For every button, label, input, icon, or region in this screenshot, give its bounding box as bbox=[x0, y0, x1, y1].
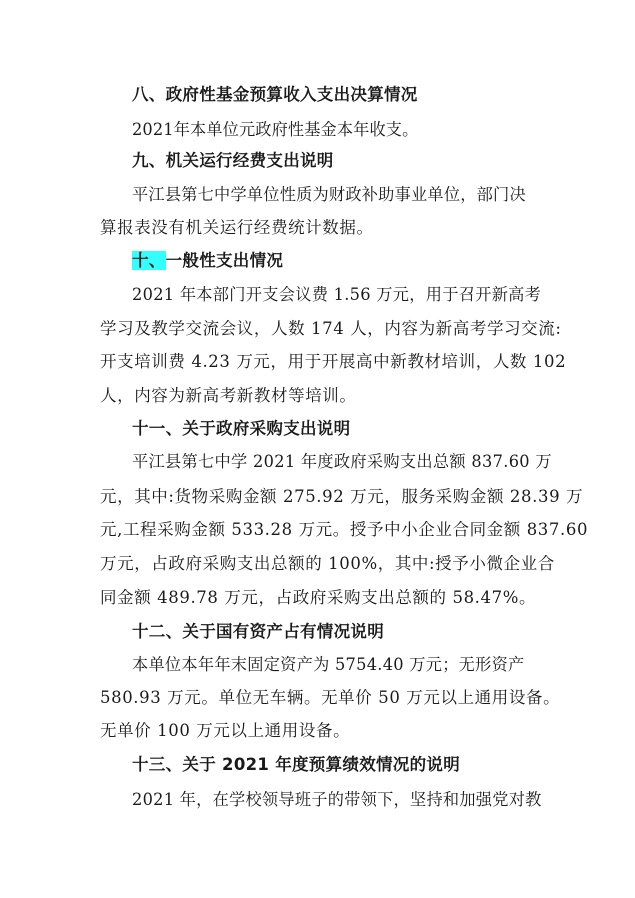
section-10-line-2: 学习及教学交流会议，人数 174 人，内容为新高考学习交流: bbox=[100, 319, 562, 338]
section-11-line-2: 元，其中:货物采购金额 275.92 万元，服务采购金额 28.39 万 bbox=[100, 487, 584, 506]
section-10-line-4: 人，内容为新高考新教材等培训。 bbox=[100, 386, 357, 405]
section-9-line-2: 算报表没有机关运行经费统计数据。 bbox=[100, 218, 374, 237]
section-12-line-2: 580.93 万元。单位无车辆。无单价 50 万元以上通用设备。 bbox=[100, 688, 561, 707]
section-10-heading-text: 一般性支出情况 bbox=[165, 251, 284, 270]
section-11-line-4: 万元，占政府采购支出总额的 100%，其中:授予小微企业合 bbox=[100, 554, 555, 573]
section-8-line-1: 2021年本单位元政府性基金本年收支。 bbox=[132, 120, 419, 139]
section-9-heading: 九、机关运行经费支出说明 bbox=[132, 151, 334, 170]
section-11-heading: 十一、关于政府采购支出说明 bbox=[132, 419, 351, 438]
section-12-line-3: 无单价 100 万元以上通用设备。 bbox=[100, 721, 351, 740]
section-12-heading: 十二、关于国有资产占有情况说明 bbox=[132, 622, 384, 641]
highlighted-heading-number: 十、 bbox=[132, 251, 166, 270]
section-10-line-1: 2021 年本部门开支会议费 1.56 万元，用于召开新高考 bbox=[132, 285, 542, 304]
section-13-line-1: 2021 年，在学校领导班子的带领下，坚持和加强党对教 bbox=[132, 790, 542, 809]
section-11-line-3: 元,工程采购金额 533.28 万元。授予中小企业合同金额 837.60 bbox=[100, 520, 589, 539]
section-10-line-3: 开支培训费 4.23 万元，用于开展高中新教材培训，人数 102 bbox=[100, 352, 567, 371]
section-9-line-1: 平江县第七中学单位性质为财政补助事业单位，部门决 bbox=[132, 185, 526, 204]
section-8-heading: 八、政府性基金预算收入支出决算情况 bbox=[132, 85, 418, 104]
section-10-heading bbox=[132, 250, 602, 272]
section-11-line-1: 平江县第七中学 2021 年度政府采购支出总额 837.60 万 bbox=[132, 452, 552, 471]
section-12-line-1: 本单位本年年末固定资产为 5754.40 万元；无形资产 bbox=[132, 655, 525, 674]
section-11-line-5: 同金额 489.78 万元，占政府采购支出总额的 58.47%。 bbox=[100, 588, 537, 607]
section-13-heading: 十三、关于 2021 年度预算绩效情况的说明 bbox=[132, 755, 461, 774]
